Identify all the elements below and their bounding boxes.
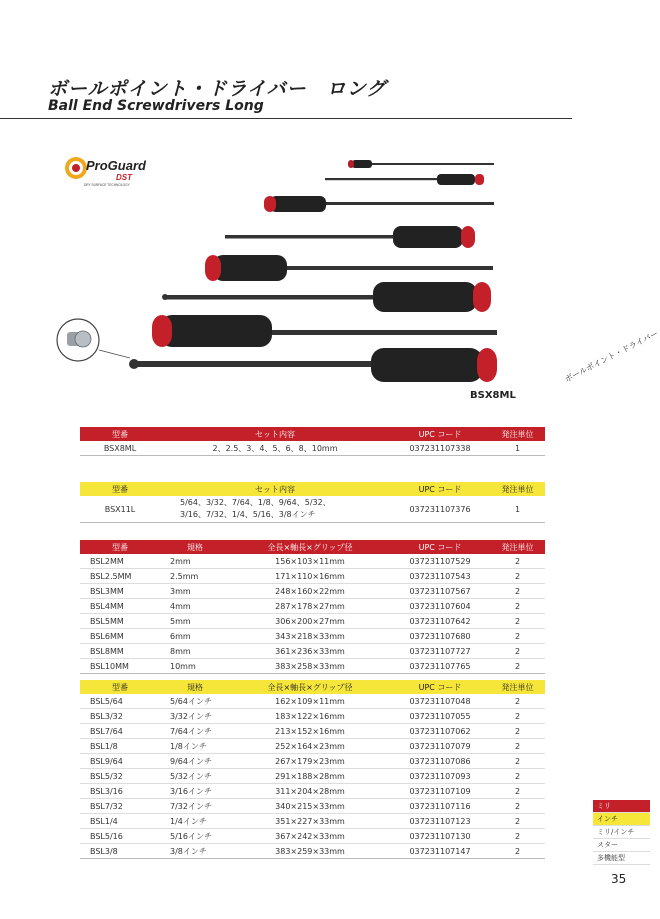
cell-size: 10mm bbox=[160, 659, 230, 674]
cell-upc: 037231107567 bbox=[390, 584, 490, 599]
cell-dims: 291×188×28mm bbox=[230, 769, 390, 784]
cell-model: BSL1/8 bbox=[80, 739, 160, 754]
col-upc: UPC コード bbox=[390, 540, 490, 554]
cell-qty: 2 bbox=[490, 659, 545, 674]
screwdriver-1 bbox=[348, 160, 494, 168]
cell-dims: 248×160×22mm bbox=[230, 584, 390, 599]
cell-upc: 037231107062 bbox=[390, 724, 490, 739]
cell-qty: 2 bbox=[490, 554, 545, 569]
cell-size: 3/8インチ bbox=[160, 844, 230, 859]
cell-dims: 287×178×27mm bbox=[230, 599, 390, 614]
cell-qty: 2 bbox=[490, 754, 545, 769]
col-qty: 発注単位 bbox=[490, 680, 545, 694]
cell-contents: 2、2.5、3、4、5、6、8、10mm bbox=[160, 441, 390, 456]
cell-size: 9/64インチ bbox=[160, 754, 230, 769]
cell-model: BSL7/64 bbox=[80, 724, 160, 739]
cell-model: BSL2MM bbox=[80, 554, 160, 569]
page-title-jp: ボールポイント・ドライバー ロング bbox=[48, 78, 387, 100]
cell-size: 3mm bbox=[160, 584, 230, 599]
cell-model: BSL1/4 bbox=[80, 814, 160, 829]
cell-dims: 171×110×16mm bbox=[230, 569, 390, 584]
cell-model: BSL5/16 bbox=[80, 829, 160, 844]
cell-qty: 2 bbox=[490, 599, 545, 614]
cell-model: BSL5MM bbox=[80, 614, 160, 629]
title-rule bbox=[0, 118, 572, 119]
cell-qty: 2 bbox=[490, 629, 545, 644]
screwdriver-5 bbox=[205, 255, 493, 281]
cell-upc: 037231107727 bbox=[390, 644, 490, 659]
cell-qty: 2 bbox=[490, 739, 545, 754]
cell-size: 8mm bbox=[160, 644, 230, 659]
col-upc: UPC コード bbox=[390, 427, 490, 441]
cell-upc: 037231107048 bbox=[390, 694, 490, 709]
col-size: 規格 bbox=[160, 680, 230, 694]
photo-caption: BSX8ML bbox=[470, 390, 516, 401]
cell-size: 7/64インチ bbox=[160, 724, 230, 739]
cell-upc: 037231107680 bbox=[390, 629, 490, 644]
cell-dims: 383×259×33mm bbox=[230, 844, 390, 859]
cell-qty: 1 bbox=[490, 441, 545, 456]
inch-spec-table bbox=[80, 680, 545, 859]
table-row bbox=[80, 659, 545, 674]
index-tab: ミリ bbox=[593, 800, 650, 813]
cell-dims: 343×218×33mm bbox=[230, 629, 390, 644]
cell-model: BSL4MM bbox=[80, 599, 160, 614]
cell-upc: 037231107147 bbox=[390, 844, 490, 859]
table-header-row bbox=[80, 427, 545, 441]
cell-size: 5/32インチ bbox=[160, 769, 230, 784]
table-row bbox=[80, 739, 545, 754]
cell-qty: 2 bbox=[490, 569, 545, 584]
cell-upc: 037231107093 bbox=[390, 769, 490, 784]
table-row bbox=[80, 496, 545, 523]
cell-qty: 2 bbox=[490, 709, 545, 724]
table-row bbox=[80, 844, 545, 859]
cell-upc: 037231107086 bbox=[390, 754, 490, 769]
cell-upc: 037231107109 bbox=[390, 784, 490, 799]
cell-qty: 2 bbox=[490, 829, 545, 844]
cell-model: BSL3/16 bbox=[80, 784, 160, 799]
cell-dims: 213×152×16mm bbox=[230, 724, 390, 739]
cell-qty: 2 bbox=[490, 784, 545, 799]
cell-upc: 037231107123 bbox=[390, 814, 490, 829]
cell-qty: 1 bbox=[490, 496, 545, 523]
cell-size: 1/4インチ bbox=[160, 814, 230, 829]
table-header-row bbox=[80, 680, 545, 694]
cell-model: BSL3MM bbox=[80, 584, 160, 599]
cell-size: 3/16インチ bbox=[160, 784, 230, 799]
cell-dims: 361×236×33mm bbox=[230, 644, 390, 659]
cell-qty: 2 bbox=[490, 769, 545, 784]
cell-qty: 2 bbox=[490, 614, 545, 629]
cell-model: BSL3/8 bbox=[80, 844, 160, 859]
cell-qty: 2 bbox=[490, 644, 545, 659]
table-row bbox=[80, 694, 545, 709]
col-qty: 発注単位 bbox=[490, 482, 545, 496]
table-row bbox=[80, 769, 545, 784]
table-row bbox=[80, 814, 545, 829]
col-model: 型番 bbox=[80, 680, 160, 694]
cell-upc: 037231107376 bbox=[390, 496, 490, 523]
cell-upc: 037231107543 bbox=[390, 569, 490, 584]
cell-model: BSL2.5MM bbox=[80, 569, 160, 584]
cell-size: 4mm bbox=[160, 599, 230, 614]
cell-model: BSL7/32 bbox=[80, 799, 160, 814]
cell-size: 5/16インチ bbox=[160, 829, 230, 844]
table-row bbox=[80, 644, 545, 659]
cell-model: BSX11L bbox=[80, 496, 160, 523]
cell-size: 5/64インチ bbox=[160, 694, 230, 709]
table-row bbox=[80, 569, 545, 584]
cell-dims: 162×109×11mm bbox=[230, 694, 390, 709]
set-table-inch bbox=[80, 482, 545, 523]
col-size: 規格 bbox=[160, 540, 230, 554]
cell-qty: 2 bbox=[490, 844, 545, 859]
index-tab: スター bbox=[593, 839, 650, 852]
table-row bbox=[80, 599, 545, 614]
cell-dims: 311×204×28mm bbox=[230, 784, 390, 799]
cell-upc: 037231107529 bbox=[390, 554, 490, 569]
table-row bbox=[80, 441, 545, 456]
cell-dims: 183×122×16mm bbox=[230, 709, 390, 724]
page-title-en: Ball End Screwdrivers Long bbox=[48, 98, 264, 114]
logo-brand: ProGuard bbox=[86, 158, 146, 173]
col-model: 型番 bbox=[80, 482, 160, 496]
cell-size: 7/32インチ bbox=[160, 799, 230, 814]
cell-model: BSL8MM bbox=[80, 644, 160, 659]
col-qty: 発注単位 bbox=[490, 540, 545, 554]
metric-spec-table bbox=[80, 540, 545, 674]
logo-tagline: DRY SURFACE TECHNOLOGY bbox=[84, 183, 130, 187]
cell-dims: 383×258×33mm bbox=[230, 659, 390, 674]
cell-upc: 037231107130 bbox=[390, 829, 490, 844]
cell-qty: 2 bbox=[490, 584, 545, 599]
cell-size: 6mm bbox=[160, 629, 230, 644]
index-tab: インチ bbox=[593, 813, 650, 826]
logo-sub: DST bbox=[116, 173, 132, 182]
cell-contents bbox=[160, 496, 390, 523]
col-model: 型番 bbox=[80, 540, 160, 554]
page-number: 35 bbox=[611, 872, 627, 886]
table-row bbox=[80, 709, 545, 724]
cell-dims: 351×227×33mm bbox=[230, 814, 390, 829]
screwdriver-4 bbox=[225, 226, 475, 248]
screwdriver-8 bbox=[129, 348, 497, 382]
screwdriver-6 bbox=[162, 282, 491, 312]
side-label: ボールポイント・ドライバー bbox=[563, 328, 660, 384]
cell-size: 5mm bbox=[160, 614, 230, 629]
contents-line-2: 3/16、7/32、1/4、5/16、3/8インチ bbox=[180, 510, 316, 519]
cell-size: 2mm bbox=[160, 554, 230, 569]
table-header-row bbox=[80, 482, 545, 496]
cell-model: BSL5/32 bbox=[80, 769, 160, 784]
table-row bbox=[80, 829, 545, 844]
ball-end-detail bbox=[57, 319, 130, 361]
cell-size: 1/8インチ bbox=[160, 739, 230, 754]
product-photo bbox=[55, 150, 505, 390]
col-upc: UPC コード bbox=[390, 680, 490, 694]
index-tabs bbox=[593, 800, 650, 865]
table-row bbox=[80, 629, 545, 644]
cell-model: BSL6MM bbox=[80, 629, 160, 644]
cell-upc: 037231107765 bbox=[390, 659, 490, 674]
cell-model: BSL3/32 bbox=[80, 709, 160, 724]
cell-qty: 2 bbox=[490, 799, 545, 814]
col-dims: 全長×軸長×グリップ径 bbox=[230, 680, 390, 694]
table-row bbox=[80, 554, 545, 569]
table-row bbox=[80, 584, 545, 599]
cell-upc: 037231107338 bbox=[390, 441, 490, 456]
table-row bbox=[80, 799, 545, 814]
table-row bbox=[80, 614, 545, 629]
cell-size: 2.5mm bbox=[160, 569, 230, 584]
cell-size: 3/32インチ bbox=[160, 709, 230, 724]
col-qty: 発注単位 bbox=[490, 427, 545, 441]
table-row bbox=[80, 724, 545, 739]
cell-qty: 2 bbox=[490, 694, 545, 709]
col-contents: セット内容 bbox=[160, 482, 390, 496]
col-model: 型番 bbox=[80, 427, 160, 441]
table-header-row bbox=[80, 540, 545, 554]
cell-upc: 037231107642 bbox=[390, 614, 490, 629]
table-row bbox=[80, 784, 545, 799]
cell-dims: 367×242×33mm bbox=[230, 829, 390, 844]
cell-model: BSL5/64 bbox=[80, 694, 160, 709]
cell-model: BSL9/64 bbox=[80, 754, 160, 769]
screwdriver-2 bbox=[325, 174, 484, 185]
cell-qty: 2 bbox=[490, 724, 545, 739]
cell-dims: 252×164×23mm bbox=[230, 739, 390, 754]
cell-dims: 340×215×33mm bbox=[230, 799, 390, 814]
cell-dims: 267×179×23mm bbox=[230, 754, 390, 769]
cell-model: BSX8ML bbox=[80, 441, 160, 456]
screwdriver-7 bbox=[152, 315, 497, 347]
set-table-metric bbox=[80, 427, 545, 456]
col-contents: セット内容 bbox=[160, 427, 390, 441]
contents-line-1: 5/64、3/32、7/64、1/8、9/64、5/32、 bbox=[180, 498, 331, 507]
cell-model: BSL10MM bbox=[80, 659, 160, 674]
cell-upc: 037231107055 bbox=[390, 709, 490, 724]
cell-upc: 037231107079 bbox=[390, 739, 490, 754]
screwdriver-3 bbox=[264, 196, 494, 212]
col-upc: UPC コード bbox=[390, 482, 490, 496]
cell-qty: 2 bbox=[490, 814, 545, 829]
table-row bbox=[80, 754, 545, 769]
cell-dims: 156×103×11mm bbox=[230, 554, 390, 569]
col-dims: 全長×軸長×グリップ径 bbox=[230, 540, 390, 554]
index-tab: ミリ/インチ bbox=[593, 826, 650, 839]
cell-upc: 037231107116 bbox=[390, 799, 490, 814]
cell-upc: 037231107604 bbox=[390, 599, 490, 614]
index-tab: 多機能型 bbox=[593, 852, 650, 865]
cell-dims: 306×200×27mm bbox=[230, 614, 390, 629]
